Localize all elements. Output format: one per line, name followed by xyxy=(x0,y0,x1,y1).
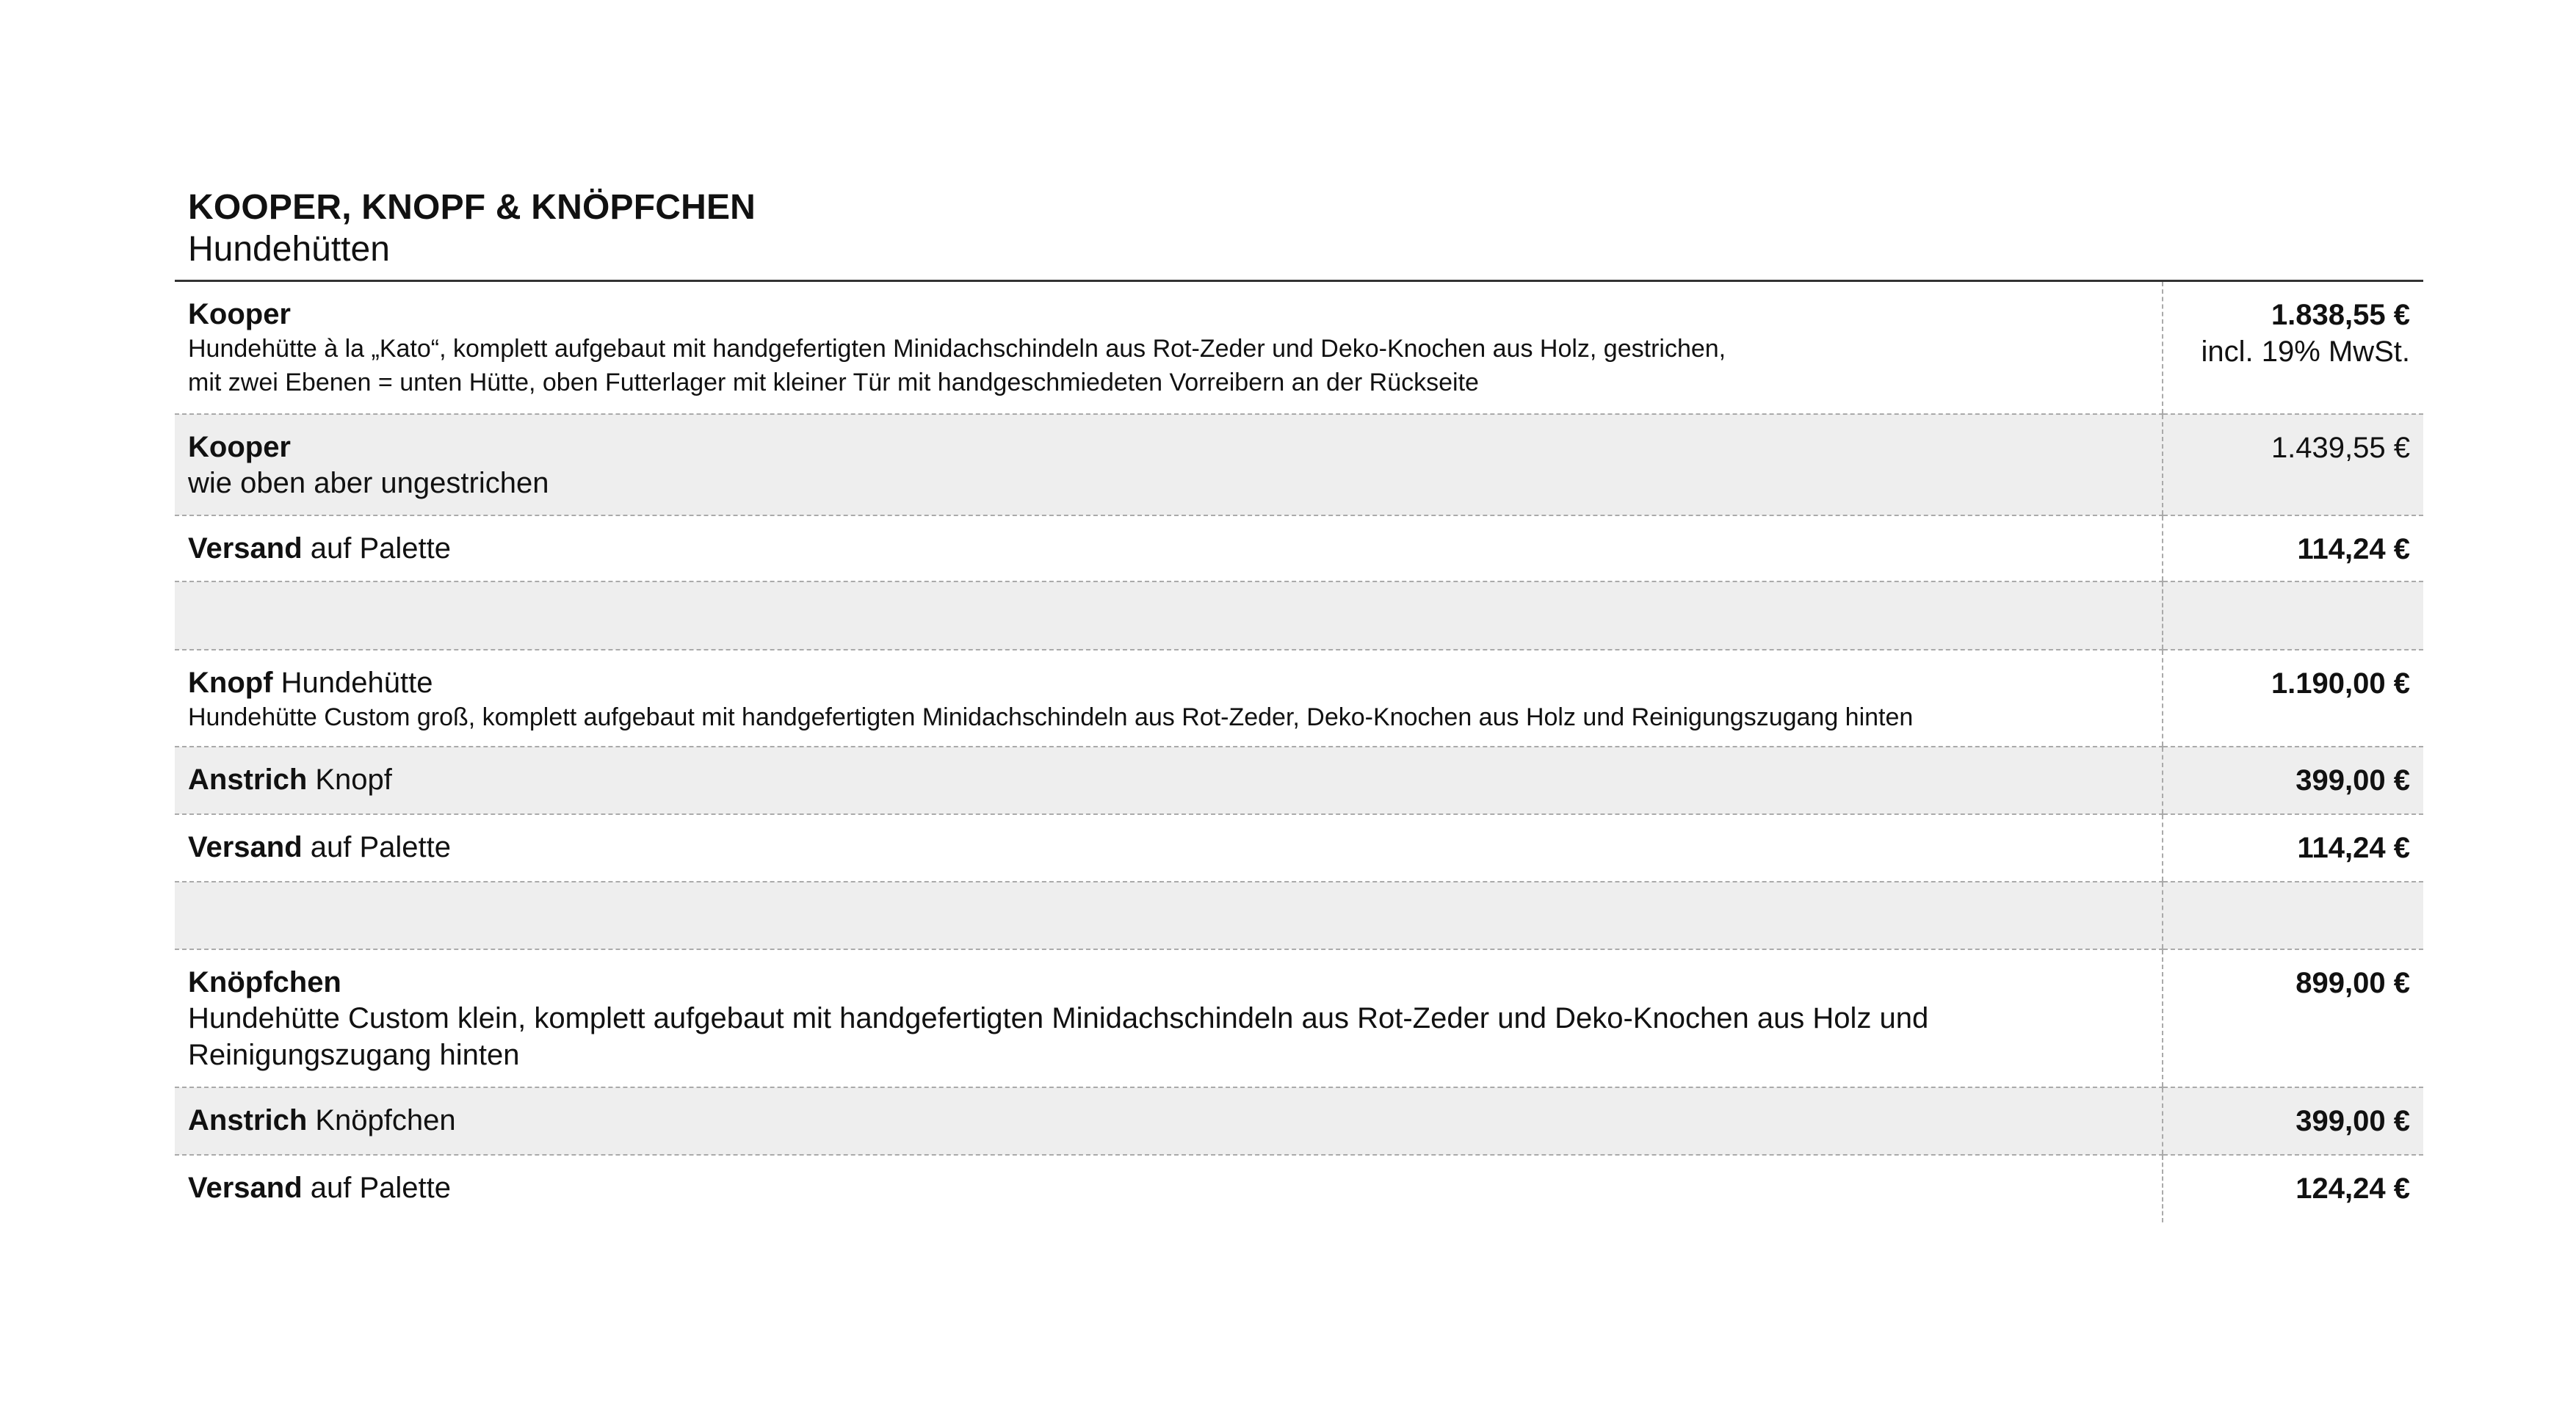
table-row xyxy=(175,949,2423,1087)
spacer-row xyxy=(175,581,2423,650)
item-price: 114,24 € xyxy=(2297,533,2410,565)
item-name-suffix: Knopf xyxy=(307,764,392,796)
table-row xyxy=(175,650,2423,747)
table-row xyxy=(175,814,2423,882)
item-name xyxy=(188,762,2149,797)
empty-cell xyxy=(175,882,2163,949)
item-name-bold: Versand xyxy=(188,1172,303,1204)
document-subtitle: Hundehütten xyxy=(188,230,390,269)
item-description-line: Hundehütte à la „Kato“, komplett aufgebaut mit handgefertigten Minidachschindeln aus Rot-Zeder und Deko-Knochen aus Holz, gestrichen, xyxy=(188,335,1726,363)
item-name xyxy=(188,297,2149,332)
item-description-line: mit zwei Ebenen = unten Hütte, oben Futterlager mit kleiner Tür mit handgeschmiedeten Vorreibern an der Rückseite xyxy=(188,369,1479,396)
table-row xyxy=(175,1155,2423,1222)
item-cell xyxy=(175,814,2163,882)
empty-price-cell xyxy=(2163,882,2423,949)
table-row xyxy=(175,414,2423,515)
price-cell xyxy=(2163,282,2423,414)
price-cell xyxy=(2163,814,2423,882)
item-name xyxy=(188,1103,2149,1138)
item-cell xyxy=(175,1155,2163,1222)
item-name-suffix: Knöpfchen xyxy=(307,1104,456,1136)
item-price: 899,00 € xyxy=(2295,967,2410,999)
item-price: 124,24 € xyxy=(2295,1172,2410,1205)
item-cell xyxy=(175,747,2163,814)
empty-price-cell xyxy=(2163,581,2423,650)
item-cell xyxy=(175,414,2163,515)
item-price: 399,00 € xyxy=(2295,764,2410,797)
price-cell xyxy=(2163,1155,2423,1222)
item-name-suffix: auf Palette xyxy=(302,831,452,863)
item-description: Hundehütte Custom groß, komplett aufgebaut mit handgefertigten Minidachschindeln aus Rot-Zeder, Deko-Knochen aus Holz und Reinigungszugang hinten xyxy=(188,703,1914,731)
item-name-bold: Kooper xyxy=(188,431,291,463)
item-name xyxy=(188,429,2149,465)
item-name-bold: Versand xyxy=(188,831,303,863)
item-price: 399,00 € xyxy=(2295,1105,2410,1137)
item-name-bold: Kooper xyxy=(188,298,291,330)
table-row xyxy=(175,747,2423,814)
document-title: KOOPER, KNOPF & KNÖPFCHEN xyxy=(188,188,756,227)
price-cell xyxy=(2163,650,2423,747)
item-cell xyxy=(175,515,2163,581)
item-name-bold: Anstrich xyxy=(188,764,308,796)
item-name xyxy=(188,531,2149,566)
empty-cell xyxy=(175,581,2163,650)
item-description-line: Reinigungszugang hinten xyxy=(188,1039,520,1071)
item-name-bold: Knöpfchen xyxy=(188,966,341,998)
price-list-document xyxy=(175,187,2423,1222)
price-cell xyxy=(2163,1087,2423,1155)
item-name xyxy=(188,1170,2149,1206)
item-name-bold: Knopf xyxy=(188,667,273,699)
item-price: 1.190,00 € xyxy=(2271,667,2410,700)
item-cell xyxy=(175,1087,2163,1155)
item-description: wie oben aber ungestrichen xyxy=(188,467,549,499)
item-name-bold: Anstrich xyxy=(188,1104,308,1136)
item-name-suffix: Hundehütte xyxy=(272,667,433,699)
price-cell xyxy=(2163,414,2423,515)
price-note: incl. 19% MwSt. xyxy=(2201,336,2410,368)
item-name xyxy=(188,830,2149,865)
item-cell xyxy=(175,282,2163,414)
price-cell xyxy=(2163,747,2423,814)
document-header xyxy=(175,187,2423,271)
item-cell xyxy=(175,650,2163,747)
item-price: 114,24 € xyxy=(2297,832,2410,864)
item-name-suffix: auf Palette xyxy=(302,1172,452,1204)
table-row xyxy=(175,282,2423,414)
table-row xyxy=(175,1087,2423,1155)
table-row xyxy=(175,515,2423,581)
spacer-row xyxy=(175,882,2423,949)
item-cell xyxy=(175,949,2163,1087)
price-cell xyxy=(2163,515,2423,581)
item-name-suffix: auf Palette xyxy=(302,532,452,565)
item-name xyxy=(188,665,2149,700)
item-name xyxy=(188,965,2149,1000)
item-price: 1.838,55 € xyxy=(2271,299,2410,331)
item-description-line: Hundehütte Custom klein, komplett aufgebaut mit handgefertigten Minidachschindeln aus Rot-Zeder und Deko-Knochen aus Holz und xyxy=(188,1002,1929,1034)
item-price: 1.439,55 € xyxy=(2271,432,2410,464)
price-table xyxy=(175,282,2423,1222)
item-name-bold: Versand xyxy=(188,532,303,565)
price-cell xyxy=(2163,949,2423,1087)
